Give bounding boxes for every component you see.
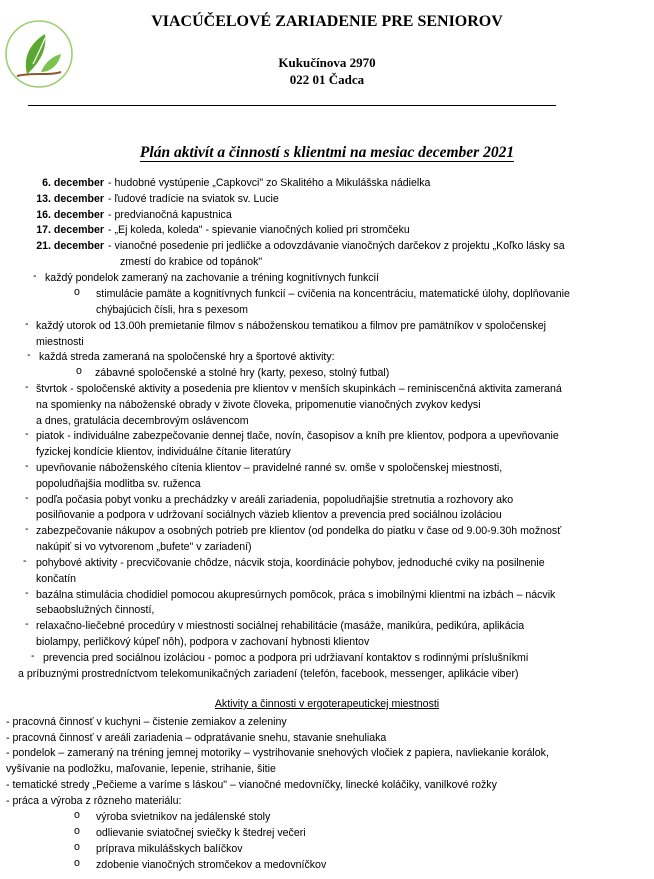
activity-tuesday-cont: miestnosti bbox=[36, 336, 84, 348]
event-row: 16. december - predvianočná kapustnica bbox=[36, 209, 232, 221]
activity-wednesday: každá streda zameraná na spoločenské hry a športové aktivity: bbox=[39, 351, 335, 363]
activity-outdoor-cont: posilňovanie a podpora v udržovaní sociálnych väzieb klientov a prevencia pred sociálnou izoláciou bbox=[36, 509, 502, 521]
bullet: o bbox=[74, 286, 80, 298]
activity-outdoor: podľa počasia pobyt vonku a prechádzky v areáli zariadenia, popoludňajšie stretnutia a rozhovory ako bbox=[36, 494, 514, 506]
activity-basal-cont: sebaobslužných činností, bbox=[36, 604, 155, 616]
activity-shopping: zabezpečovanie nákupov a osobných potrieb pre klientov (od pondelka do piatku v čase od 9.00-9.30h možnosť bbox=[36, 525, 562, 537]
ergo-sub-item: výroba svietnikov na jedálenské stoly bbox=[96, 811, 271, 823]
ergo-item: - pracovná činnosť v areáli zariadenia – odpratávanie snehu, stavanie snehuliaka bbox=[6, 732, 387, 744]
activity-prevention: prevencia pred sociálnou izoláciou - pomoc a podpora pri udržiavaní kontaktov s rodinnými príslušníkmi bbox=[43, 652, 529, 664]
activity-religious: upevňovanie náboženského cítenia klientov – pravidelné ranné sv. omše v spoločenskej miestnosti, bbox=[36, 462, 503, 474]
bullet: o bbox=[74, 841, 80, 853]
activity-rehab-cont: biolampy, perličkový kúpeľ nôh), podpora v zachovaní hybnosti klientov bbox=[36, 636, 370, 648]
event-row: 6. december - hudobné vystúpenie „Capkovci" zo Skalitého a Mikulášska nádielka bbox=[42, 177, 431, 189]
activity-monday-sub: stimulácie pamäte a kognitívnych funkcií – cvičenia na koncentráciu, matematické úlohy, doplňovanie bbox=[96, 288, 570, 300]
ergo-section-title: Aktivity a činnosti v ergoterapeutickej miestnosti bbox=[214, 698, 440, 710]
activity-friday: piatok - individuálne zabezpečovanie dennej tlače, novín, časopisov a kníh pre klientov, podpora a upevňovanie bbox=[36, 430, 559, 442]
ergo-item: - tematické stredy „Pečieme a varíme s láskou" – vianočné medovníčky, linecké koláčiky, vanilkové rožky bbox=[6, 779, 497, 791]
bullet: o bbox=[74, 857, 80, 869]
activity-prevention-cont: a príbuznými prostredníctvom telekomunikačných zariadení (telefón, facebook, messenger, aplikácie viber) bbox=[18, 668, 519, 680]
address-street: Kukučínova 2970 bbox=[278, 55, 376, 70]
bullet: o bbox=[76, 365, 82, 377]
ergo-item-cont: vyšívanie na podložku, maľovanie, lepenie, strihanie, šitie bbox=[6, 763, 276, 775]
plan-title: Plán aktivít a činností s klientmi na mesiac december 2021 bbox=[139, 144, 515, 161]
event-row-continuation: zmestí do krabice od topánok" bbox=[120, 256, 263, 268]
address-city: 022 01 Čadca bbox=[289, 72, 365, 87]
activity-religious-cont: popoludňajšia modlitba sv. ruženca bbox=[36, 478, 201, 490]
ergo-item: - pracovná činnosť v kuchyni – čistenie zemiakov a zeleniny bbox=[6, 716, 287, 728]
activity-thursday-cont: na spomienky na náboženské obrady v živote človeka, pripomenutie vianočných zvykov kedysi bbox=[36, 399, 481, 411]
activity-thursday-cont2: a dnes, gratulácia decembrovým oslávencom bbox=[36, 415, 249, 427]
ergo-item: - pondelok – zameraný na tréning jemnej motoriky – vystrihovanie snehových vločiek z papiera, navliekanie korálok, bbox=[6, 747, 549, 759]
activity-monday: každý pondelok zameraný na zachovanie a tréning kognitívnych funkcií bbox=[45, 272, 379, 284]
ergo-item: - práca a výroba z rôzneho materiálu: bbox=[6, 795, 182, 807]
activity-basal: bazálna stimulácia chodidiel pomocou akupresúrnych pomôcok, práca s imobilnými klientmi na izbách – nácvik bbox=[36, 589, 556, 601]
activity-friday-cont: fyzickej kondície klientov, individuálne čítanie literatúry bbox=[36, 446, 291, 458]
header-divider bbox=[28, 105, 556, 106]
activity-shopping-cont: nakúpiť si vo vytvorenom „bufete" v zariadení) bbox=[36, 541, 252, 553]
activity-movement-cont: končatín bbox=[36, 573, 77, 585]
event-row: 13. december - ľudové tradície na sviatok sv. Lucie bbox=[36, 193, 279, 205]
ergo-sub-item: príprava mikulášskych balíčkov bbox=[96, 843, 243, 855]
institution-title: VIACÚČELOVÉ ZARIADENIE PRE SENIOROV bbox=[151, 13, 503, 30]
ergo-sub-item: odlievanie sviatočnej sviečky k štedrej večeri bbox=[96, 827, 306, 839]
activity-wednesday-sub: zábavné spoločenské a stolné hry (karty, pexeso, stolný futbal) bbox=[95, 367, 390, 379]
event-row: 17. december - „Ej koleda, koleda" - spievanie vianočných kolied pri stromčeku bbox=[36, 224, 410, 236]
activity-movement: pohybové aktivity - precvičovanie chôdze, nácvik stoja, koordinácie pohybov, jednoduché cviky na posilnenie bbox=[36, 557, 545, 569]
ergo-sub-item: zdobenie vianočných stromčekov a medovníčkov bbox=[96, 859, 327, 871]
activity-rehab: relaxačno-liečebné procedúry v miestnosti sociálnej rehabilitácie (masáže, manikúra, pedikúra, aplikácia bbox=[36, 620, 525, 632]
event-row: 21. december - vianočné posedenie pri jedličke a odovzdávanie vianočných darčekov z projektu „Koľko lásky sa bbox=[36, 240, 565, 252]
activity-thursday: štvrtok - spoločenské aktivity a posedenia pre klientov v menších skupinkách – reminiscenčná aktivita zameraná bbox=[36, 383, 562, 395]
bullet: o bbox=[74, 809, 80, 821]
activity-tuesday: každý utorok od 13.00h premietanie filmov s náboženskou tematikou a filmov pre pamätníkov v spoločenskej bbox=[36, 320, 546, 332]
activity-monday-sub-cont: chýbajúcich čísli, hra s pexesom bbox=[96, 304, 248, 316]
bullet: o bbox=[74, 825, 80, 837]
